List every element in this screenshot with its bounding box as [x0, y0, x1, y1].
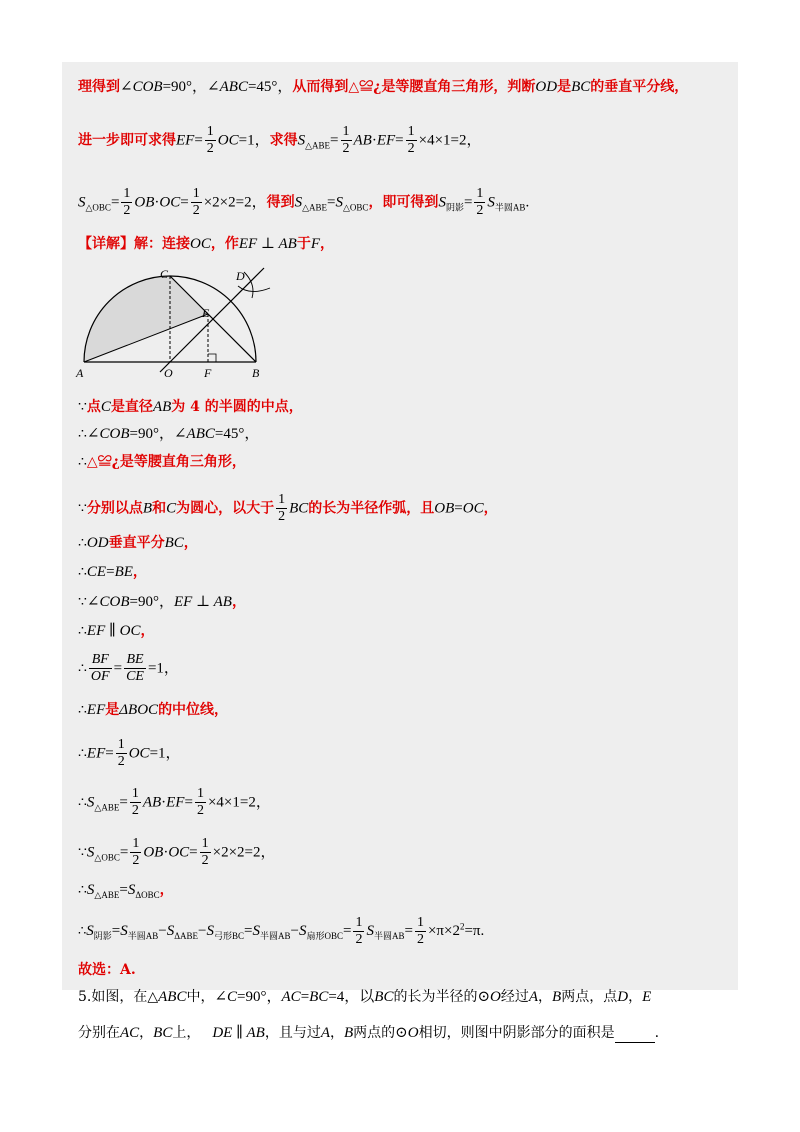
label-E: E	[202, 306, 210, 320]
label-A: A	[76, 366, 84, 380]
line-16: $\therefore S_{\triangle ABE}=$ $\frac{1}{2}$ AB·EF= $\frac{1}{2}$ ×4×1=2，	[78, 786, 271, 818]
line-6: ∴∠COB=90°，∠ABC=45°，	[78, 426, 260, 442]
label-B: B	[252, 366, 260, 380]
arc-mark-1	[244, 272, 253, 298]
semicircle-figure	[74, 266, 274, 382]
answer-blank[interactable]	[615, 1028, 655, 1043]
line-19: $\therefore S_{阴影}=S_{半圆AB}-S_{\Delta ABE}-S_{弓形BC}=S_{半圆AB}-S_{扇形OBC}=$ $\frac{1}{2}$ $S_{半圆AB}=$ $\frac{1}{2}$ $\times\pi\times 2^2=\pi$.	[78, 915, 485, 947]
label-C: C	[160, 267, 169, 281]
arc-mark-2	[238, 286, 270, 292]
line-7: ∴△≌¿是等腰直角三角形，	[78, 454, 246, 470]
line-1: 理得到∠COB=90°，∠ABC=45°，从而得到△≌¿是等腰直角三角形，判断OD是BC的垂直平分线，	[78, 79, 689, 95]
question-5-line-2: 分别在AC，BC上， DE ∥ AB，且与过A，B两点的⊙O相切，则图中阴影部分的面积是 .	[78, 1025, 660, 1041]
line-2: 进一步即可求得EF= $\frac{1}{2}$ OC=1，求得$S_{\triangle ABE}=$ $\frac{1}{2}$ AB·EF= $\frac{1}{2}$ ×4×1=2，	[78, 124, 482, 156]
line-3: $S_{\triangle OBC}=$ $\frac{1}{2}$ OB·OC= $\frac{1}{2}$ ×2×2=2，得到$S_{\triangle ABE}=S_{\triangle OBC}$，即可得到$S_{阴影}=$ $\frac{1}{2}$ $S_{半圆AB}$.	[78, 186, 530, 218]
label-F: F	[204, 366, 212, 380]
line-13: ∴ $\frac{BF}{OF}$ = $\frac{BE}{CE}$ =1，	[78, 652, 179, 684]
label-D: D	[236, 269, 245, 283]
line-5: ∵点C是直径AB为 4 的半圆的中点，	[78, 399, 303, 415]
question-5-line-1: 5.如图，在△ABC中，∠C=90°，AC=BC=4，以BC的长为半径的⊙O经过A，B两点，点D，E	[78, 989, 652, 1005]
line-11: ∵∠COB=90°，EF ⊥ AB，	[78, 594, 246, 610]
right-angle-mark	[208, 354, 216, 362]
line-12: ∴EF ∥ OC，	[78, 623, 155, 639]
line-10: ∴CE=BE，	[78, 564, 147, 580]
line-18: $\therefore S_{\triangle ABE}=S_{\Delta OBC}$，	[78, 882, 174, 900]
label-O: O	[164, 366, 173, 380]
line-15: ∴EF= $\frac{1}{2}$ OC=1，	[78, 737, 181, 769]
line-14: ∴EF是ΔBOC的中位线，	[78, 702, 229, 718]
line-4: 【详解】解：连接OC，作EF ⊥ AB于F，	[78, 236, 335, 252]
shaded-region	[84, 276, 208, 362]
line-17: $\because S_{\triangle OBC}=$ $\frac{1}{2}$ OB·OC= $\frac{1}{2}$ ×2×2=2，	[78, 836, 276, 868]
fraction-half: $\frac{1}{2}$	[206, 124, 214, 156]
line-8: ∵分别以点B和C为圆心，以大于 $\frac{1}{2}$ BC的长为半径作弧，且OB=OC，	[78, 492, 498, 524]
line-20-answer: 故选：A.	[78, 962, 136, 978]
line-9: ∴OD垂直平分BC，	[78, 535, 198, 551]
